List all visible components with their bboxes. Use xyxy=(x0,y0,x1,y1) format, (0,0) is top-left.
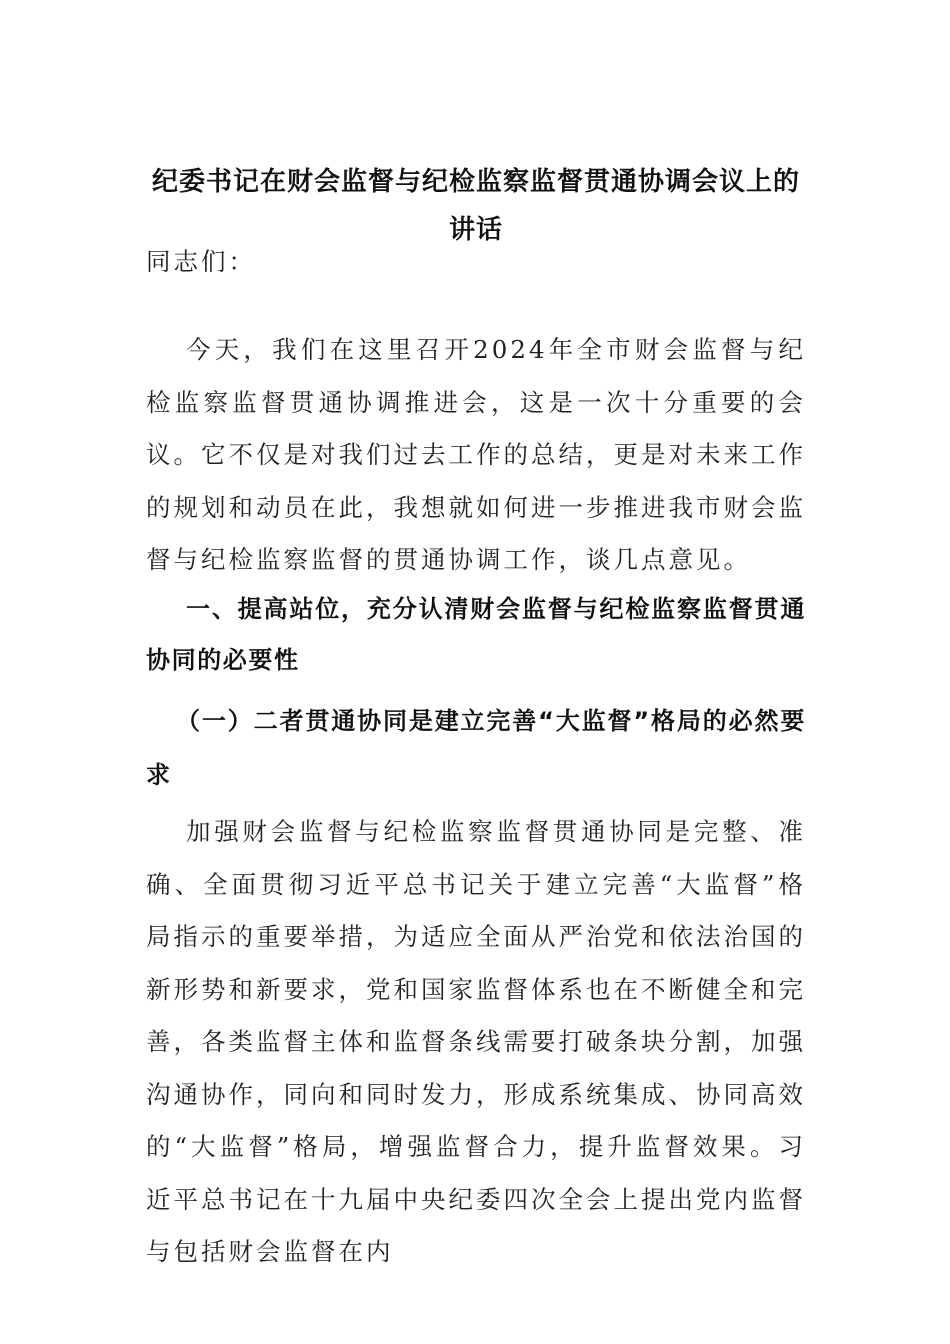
document-title: 纪委书记在财会监督与纪检监察监督贯通协调会议上的讲话 xyxy=(151,167,800,245)
section-heading-1: 一、提高站位，充分认清财会监督与纪检监察监督贯通协同的必要性 xyxy=(146,595,806,674)
paragraph-intro: 今天，我们在这里召开2024年全市财会监督与纪检监察监督贯通协调推进会，这是一次十分重要的会议。它不仅是对我们过去工作的总结，更是对未来工作的规划和动员在此，我想就如何进一步推进我市财会监督与纪检监察监督的贯通协调工作，谈几点意见。 xyxy=(146,335,806,574)
greeting: 同志们： xyxy=(146,247,256,276)
paragraph-1-1: 加强财会监督与纪检监察监督贯通协同是完整、准确、全面贯彻习近平总书记关于建立完善“大监督”格局指示的重要举措，为适应全面从严治党和依法治国的新形势和新要求，党和国家监督体系也在不断健全和完善，各类监督主体和监督条线需要打破条块分割，加强沟通协作，同向和同时发力，形成系统集成、协同高效的“大监督”格局，增强监督合力，提升监督效果。习近平总书记在十九届中央纪委四次全会上提出党内监督与包括财会监督在内 xyxy=(146,817,806,1266)
subsection-heading-1-1: （一）二者贯通协同是建立完善“大监督”格局的必然要求 xyxy=(146,707,806,789)
